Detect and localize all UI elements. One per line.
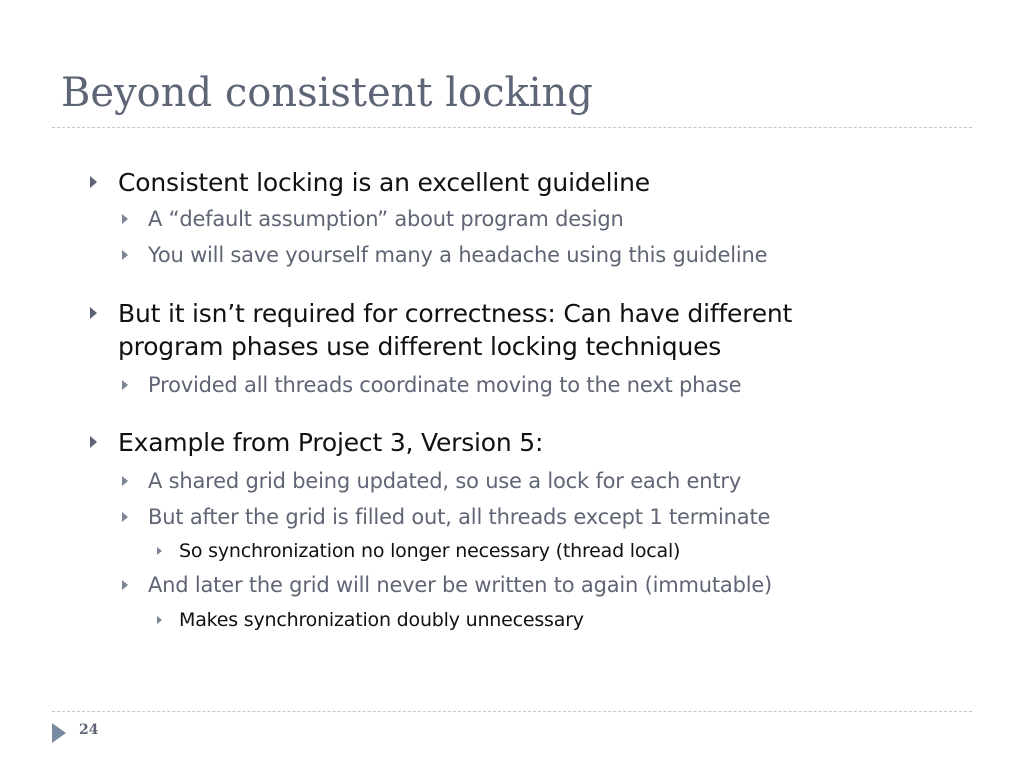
bullet-text: And later the grid will never be written to again (immutable) xyxy=(148,573,773,597)
page-number: 24 xyxy=(79,722,99,738)
bullet-arrow-icon xyxy=(122,512,128,522)
bullet-arrow-icon xyxy=(90,176,97,188)
bullet-text: So synchronization no longer necessary (thread local) xyxy=(179,540,681,562)
bullet-arrow-icon xyxy=(122,214,128,224)
bullet-arrow-icon xyxy=(122,580,128,590)
bullet-text: Makes synchronization doubly unnecessary xyxy=(179,609,584,631)
title-divider xyxy=(52,127,972,128)
footer-divider xyxy=(52,711,972,712)
bullet-text: But after the grid is filled out, all threads except 1 terminate xyxy=(148,505,771,529)
slide-arrow-icon xyxy=(52,723,66,743)
bullet-arrow-icon xyxy=(122,476,128,486)
bullet-text: Consistent locking is an excellent guideline xyxy=(118,168,650,197)
bullet-arrow-icon xyxy=(157,547,162,555)
bullet-arrow-icon xyxy=(122,250,128,260)
bullet-text: You will save yourself many a headache using this guideline xyxy=(148,243,768,267)
bullet-arrow-icon xyxy=(122,380,128,390)
bullet-arrow-icon xyxy=(90,436,97,448)
slide-title: Beyond consistent locking xyxy=(61,70,593,116)
bullet-text: Example from Project 3, Version 5: xyxy=(118,428,544,457)
bullet-text: A “default assumption” about program design xyxy=(148,207,624,231)
bullet-text: A shared grid being updated, so use a lock for each entry xyxy=(148,469,742,493)
bullet-arrow-icon xyxy=(90,307,97,319)
bullet-text-line1: But it isn’t required for correctness: Can have different xyxy=(118,299,793,328)
bullet-text-line2: program phases use different locking techniques xyxy=(118,332,722,361)
bullet-text: Provided all threads coordinate moving to the next phase xyxy=(148,373,742,397)
bullet-arrow-icon xyxy=(157,616,162,624)
